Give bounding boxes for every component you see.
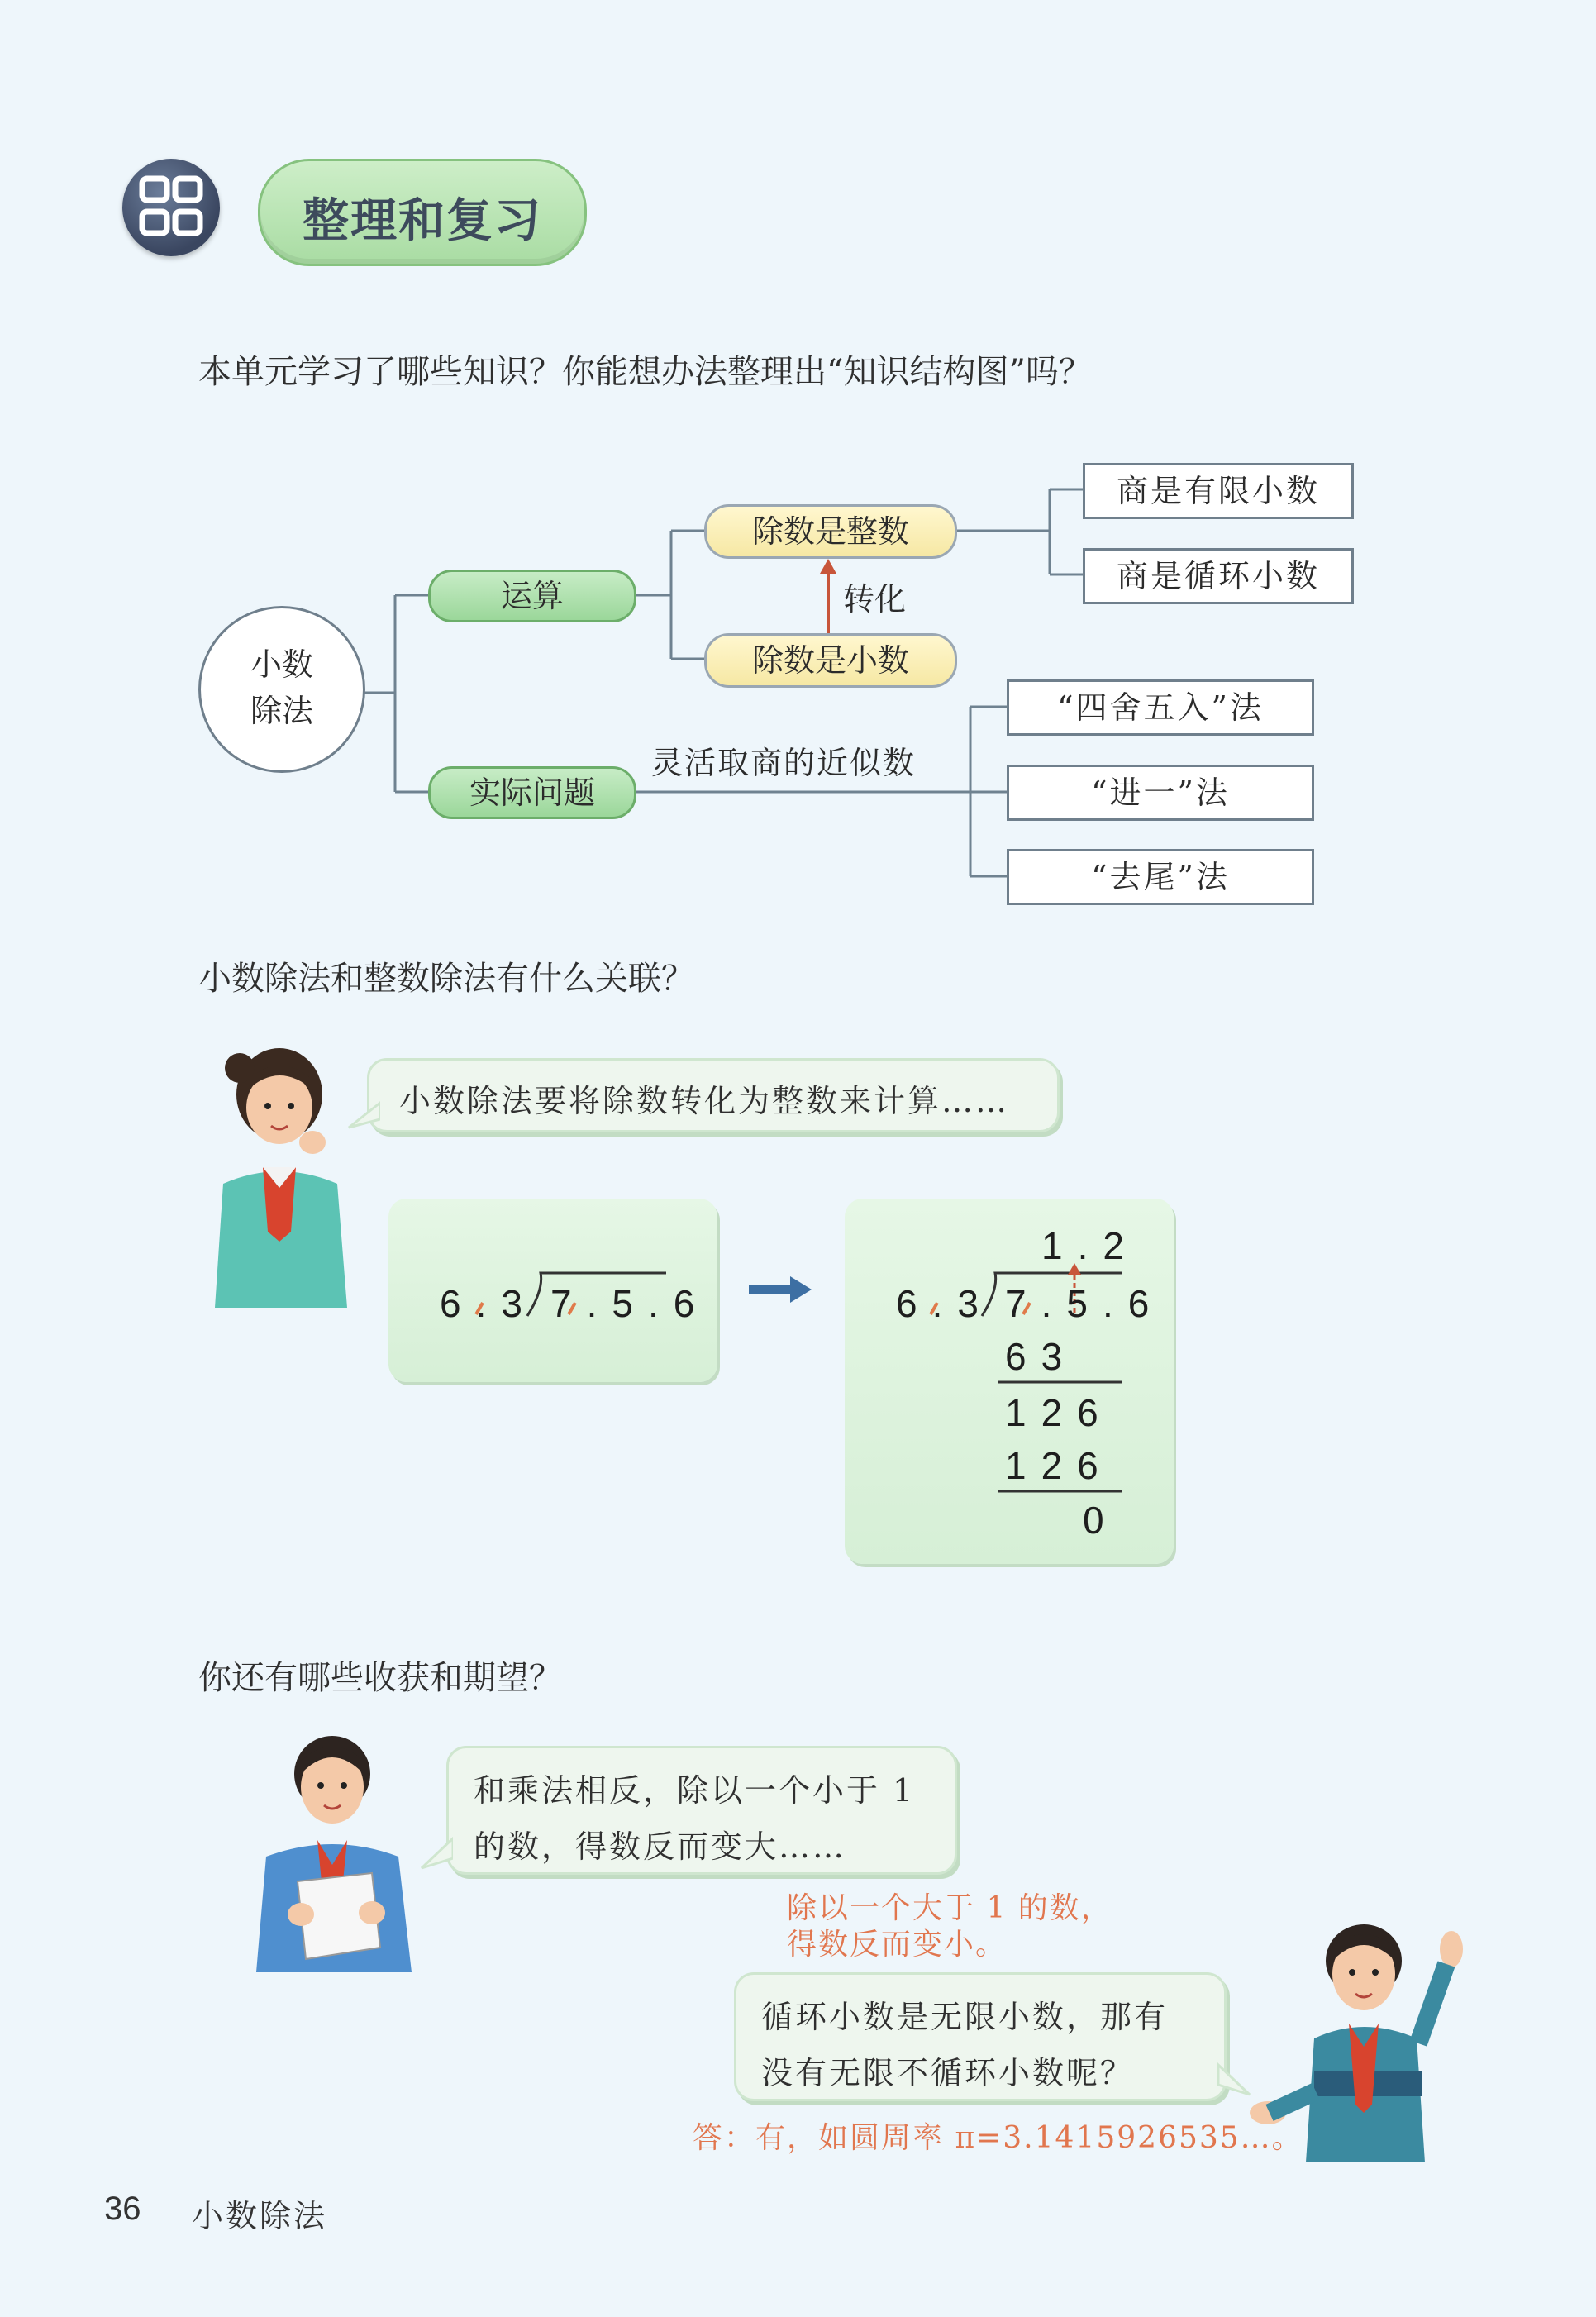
node-rounding-method: “四舍五入”法 bbox=[1007, 679, 1314, 736]
boy1-speech-line1: 和乘法相反，除以一个小于 1 bbox=[474, 1772, 916, 1809]
boy1-bubble-tail bbox=[420, 1835, 453, 1871]
division-card-worked bbox=[845, 1199, 1174, 1564]
boy1-speech-bubble bbox=[446, 1746, 957, 1875]
root-label-line1: 小数 bbox=[250, 646, 313, 683]
node-divisor-integer: 除数是整数 bbox=[704, 504, 957, 559]
right-divisor: 6.3 bbox=[896, 1282, 993, 1325]
boy2-speech-line2: 没有无限不循环小数呢？ bbox=[761, 2055, 1135, 2091]
left-divisor: 6.3 bbox=[440, 1282, 537, 1325]
left-dividend: 7.5.6 bbox=[550, 1282, 710, 1325]
question-knowledge-map: 本单元学习了哪些知识？你能想办法整理出“知识结构图”吗？ bbox=[198, 353, 1092, 391]
division-card-setup bbox=[388, 1199, 717, 1382]
page-number: 36 bbox=[104, 2191, 141, 2227]
branch-calculation: 运算 bbox=[428, 570, 636, 622]
section-title: 整理和复习 bbox=[303, 193, 542, 248]
girl-speech-text: 小数除法要将除数转化为整数来计算…… bbox=[399, 1083, 1010, 1119]
label-approximate-quotient: 灵活取商的近似数 bbox=[651, 745, 917, 781]
mindmap-root bbox=[198, 606, 365, 773]
orange-note-line1: 除以一个大于 1 的数， bbox=[787, 1891, 1112, 1925]
branch-practical-problem: 实际问题 bbox=[428, 766, 636, 819]
section-name: 小数除法 bbox=[192, 2198, 328, 2234]
step-remainder-1: 126 bbox=[1005, 1391, 1113, 1434]
node-divisor-decimal: 除数是小数 bbox=[704, 633, 957, 688]
mindmap-connectors bbox=[0, 0, 1596, 992]
node-finite-quotient: 商是有限小数 bbox=[1083, 463, 1354, 519]
boy-reading-illustration bbox=[248, 1724, 422, 1981]
node-repeating-quotient: 商是循环小数 bbox=[1083, 548, 1354, 604]
quotient: 1.2 bbox=[1041, 1224, 1139, 1267]
final-remainder: 0 bbox=[1083, 1499, 1119, 1542]
root-label-line2: 除法 bbox=[250, 693, 313, 729]
label-convert: 转化 bbox=[843, 581, 907, 617]
boy1-speech-line2: 的数，得数反而变大…… bbox=[474, 1828, 847, 1865]
boy2-speech-line1: 循环小数是无限小数，那有 bbox=[761, 1999, 1169, 2035]
step-product-1: 63 bbox=[1005, 1335, 1078, 1378]
orange-note-line2: 得数反而变小。 bbox=[787, 1928, 1008, 1962]
node-truncate-method: “去尾”法 bbox=[1007, 849, 1314, 905]
answer-text: 答：有，如圆周率 π=3.1415926535…。 bbox=[693, 2121, 1303, 2155]
question-relation: 小数除法和整数除法有什么关联？ bbox=[198, 960, 694, 998]
boy2-speech-bubble bbox=[734, 1972, 1227, 2101]
girl-speech-bubble bbox=[367, 1058, 1060, 1132]
right-dividend: 7.5.6 bbox=[1005, 1282, 1165, 1325]
question-gains: 你还有哪些收获和期望？ bbox=[198, 1659, 562, 1697]
girl-bubble-tail bbox=[347, 1099, 380, 1132]
step-product-2: 126 bbox=[1005, 1444, 1113, 1487]
girl-illustration bbox=[198, 1043, 364, 1308]
right-arrow-icon bbox=[749, 1273, 812, 1306]
node-ceiling-method: “进一”法 bbox=[1007, 765, 1314, 821]
